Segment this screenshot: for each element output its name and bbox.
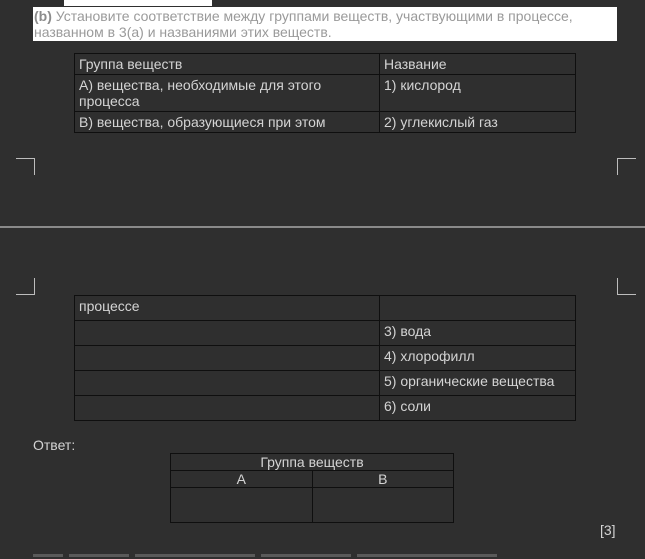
next-question-line	[33, 554, 513, 559]
matching-table-continued	[74, 295, 576, 421]
table-row	[75, 371, 576, 396]
group-cell-empty	[75, 321, 380, 346]
question-body: Установите соответствие между группами веществ, участвующими в процессе, названном в 3(а) и названиями этих веществ.	[34, 8, 573, 40]
table-row	[75, 296, 576, 321]
name-cell-5: 5) органические вещества	[380, 371, 576, 396]
crop-mark-top-left	[16, 158, 35, 175]
name-cell-3: 3) вода	[380, 321, 576, 346]
name-cell-1: 1) кислород	[380, 75, 576, 112]
marks-label: [3]	[600, 522, 616, 538]
answer-label: Ответ:	[33, 437, 76, 453]
answer-column-a: А	[171, 471, 313, 488]
crop-mark-bottom-left	[16, 278, 35, 295]
name-cell-4: 4) хлорофилл	[380, 346, 576, 371]
table-row	[75, 112, 576, 133]
name-cell-empty	[380, 296, 576, 321]
table-row	[75, 75, 576, 112]
matching-table-top	[74, 53, 576, 133]
name-cell-2: 2) углекислый газ	[380, 112, 576, 133]
answer-column-b: В	[312, 471, 454, 488]
group-cell-empty	[75, 346, 380, 371]
crop-mark-bottom-right	[617, 278, 636, 295]
group-cell-continued: процессе	[75, 296, 380, 321]
header-strip	[64, 0, 212, 6]
question-text	[33, 7, 617, 41]
table-row	[75, 396, 576, 421]
header-name: Название	[380, 54, 576, 75]
answer-table	[170, 453, 454, 523]
table-header-row	[75, 54, 576, 75]
group-cell-empty	[75, 396, 380, 421]
name-cell-6: 6) соли	[380, 396, 576, 421]
table-row	[75, 321, 576, 346]
group-cell-a: А) вещества, необходимые для этого процесса	[75, 75, 380, 112]
table-row	[75, 346, 576, 371]
answer-table-header: Группа веществ	[171, 454, 454, 471]
group-cell-empty	[75, 371, 380, 396]
answer-cell-b[interactable]	[312, 488, 454, 523]
group-cell-b: В) вещества, образующиеся при этом	[75, 112, 380, 133]
header-group: Группа веществ	[75, 54, 380, 75]
question-prefix: (b)	[34, 8, 52, 24]
answer-cell-a[interactable]	[171, 488, 313, 523]
crop-mark-top-right	[617, 158, 636, 175]
